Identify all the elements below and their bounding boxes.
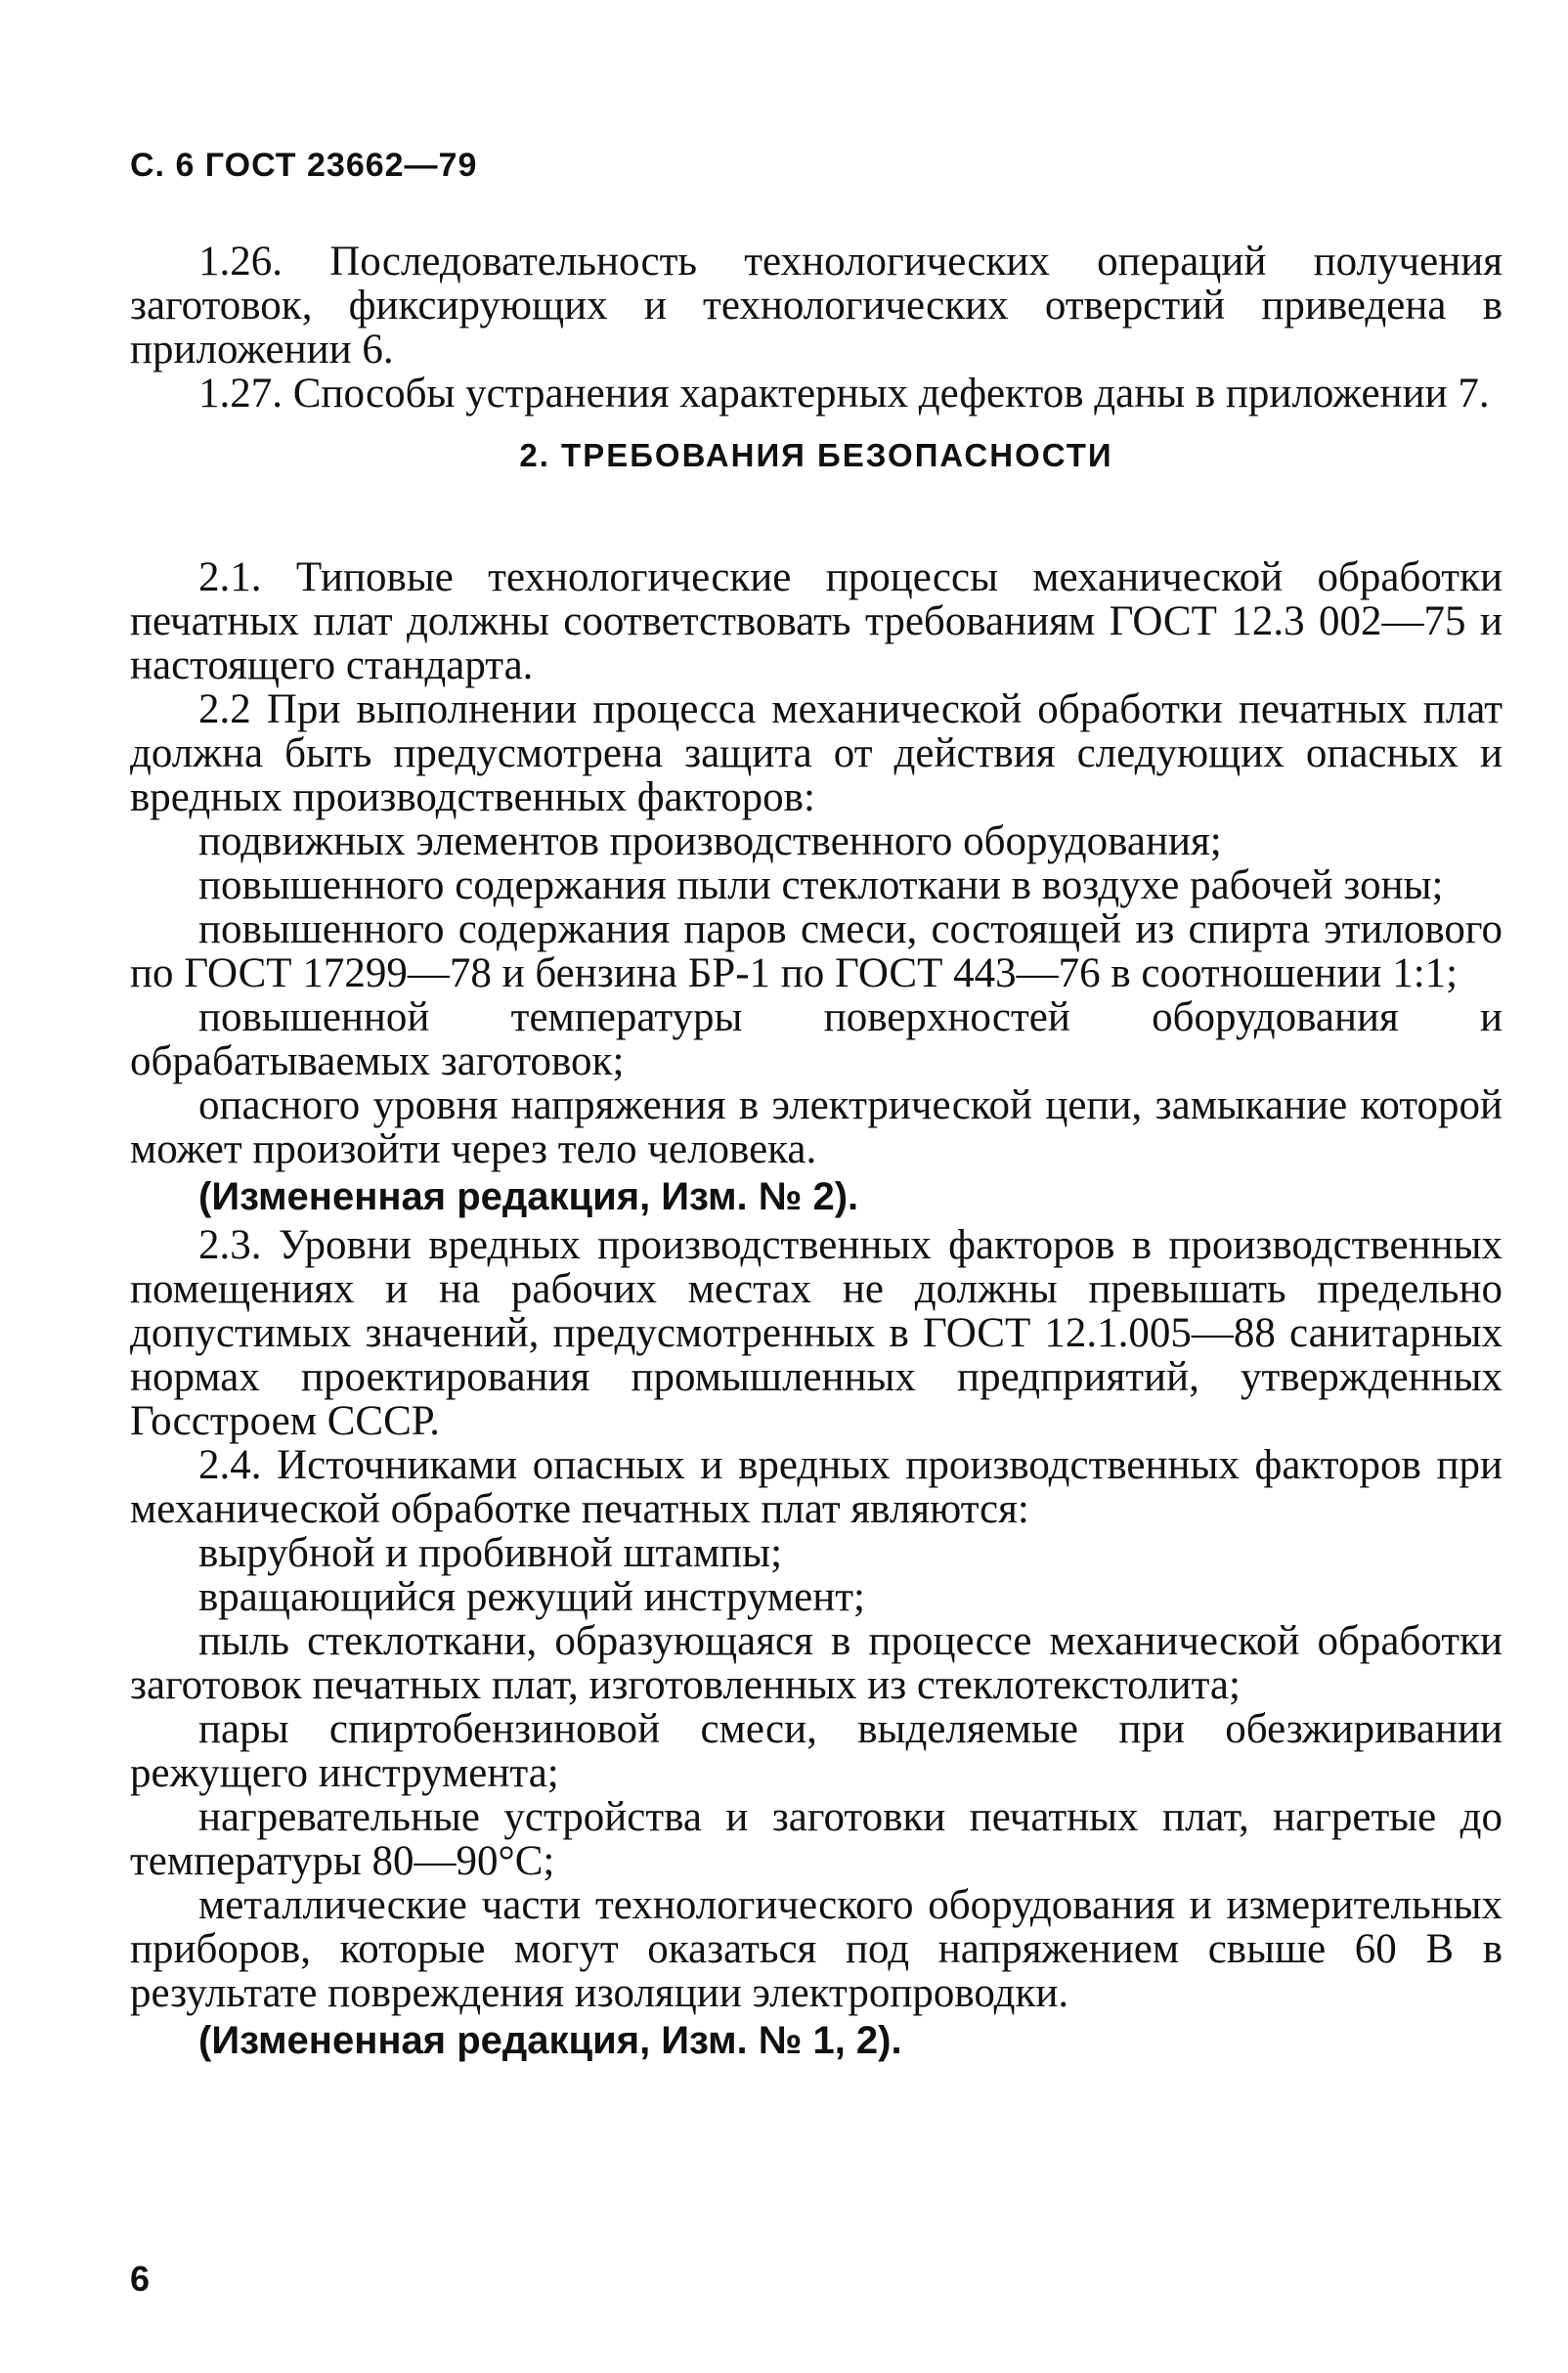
page-header: С. 6 ГОСТ 23662—79 xyxy=(130,147,478,184)
list-item-2-4-b: вращающийся режущий инструмент; xyxy=(198,1574,865,1620)
paragraph-2-2: 2.2 При выполнении процесса механической обработки печатных плат должна быть предусмотрена защита от действия следующих опасных и вредных производственных факторов: xyxy=(130,686,1503,820)
amendment-note-2: (Измененная редакция, Изм. № 1, 2). xyxy=(198,2019,902,2062)
list-item-2-4-c: пыль стеклоткани, образующаяся в процессе механической обработки заготовок печатных плат, изготовленных из стеклотекстолита; xyxy=(130,1618,1503,1708)
section-title: 2. ТРЕБОВАНИЯ БЕЗОПАСНОСТИ xyxy=(519,437,1113,473)
paragraph-2-3: 2.3. Уровни вредных производственных факторов в производственных помещениях и на рабочих местах не должны превышать предельно допустимых значений, предусмотренных в ГОСТ 12.1.005—88 санитарных нормах проектирования промышленных предприятий, утвержденных Госстроем СССР. xyxy=(130,1222,1503,1444)
paragraph-2-4: 2.4. Источниками опасных и вредных производственных факторов при механической обработке печатных плат являются: xyxy=(130,1442,1503,1532)
paragraph-2-1: 2.1. Типовые технологические процессы механической обработки печатных плат должны соответствовать требованиям ГОСТ 12.3 002—75 и настоящего стандарта. xyxy=(130,554,1503,688)
amendment-note-1: (Измененная редакция, Изм. № 2). xyxy=(198,1175,859,1218)
list-item-2-2-d: повышенной температуры поверхностей оборудования и обрабатываемых заготовок; xyxy=(130,994,1503,1084)
list-item-2-2-a: подвижных элементов производственного оборудования; xyxy=(198,818,1222,864)
list-item-2-2-b: повышенного содержания пыли стеклоткани в воздухе рабочей зоны; xyxy=(198,862,1444,908)
list-item-2-4-e: нагревательные устройства и заготовки печатных плат, нагретые до температуры 80—90°С; xyxy=(130,1794,1503,1884)
list-item-2-4-d: пары спиртобензиновой смеси, выделяемые при обезжиривании режущего инструмента; xyxy=(130,1706,1503,1796)
list-item-2-4-a: вырубной и пробивной штампы; xyxy=(198,1530,783,1576)
page-number: 6 xyxy=(130,2259,151,2299)
list-item-2-4-f: металлические части технологического оборудования и измерительных приборов, которые могут оказаться под напряжением свыше 60 В в результате повреждения изоляции электропроводки. xyxy=(130,1882,1503,2016)
list-item-2-2-c: повышенного содержания паров смеси, состоящей из спирта этилового по ГОСТ 17299—78 и бензина БР-1 по ГОСТ 443—76 в соотношении 1:1; xyxy=(130,906,1503,996)
document-body xyxy=(130,240,1503,2067)
paragraph-1-27: 1.27. Способы устранения характерных дефектов даны в приложении 7. xyxy=(198,371,1490,417)
list-item-2-2-e: опасного уровня напряжения в электрической цепи, замыкание которой может произойти через тело человека. xyxy=(130,1082,1503,1172)
paragraph-1-26: 1.26. Последовательность технологических операций получения заготовок, фиксирующих и технологических отверстий приведена в приложении 6. xyxy=(130,239,1503,373)
